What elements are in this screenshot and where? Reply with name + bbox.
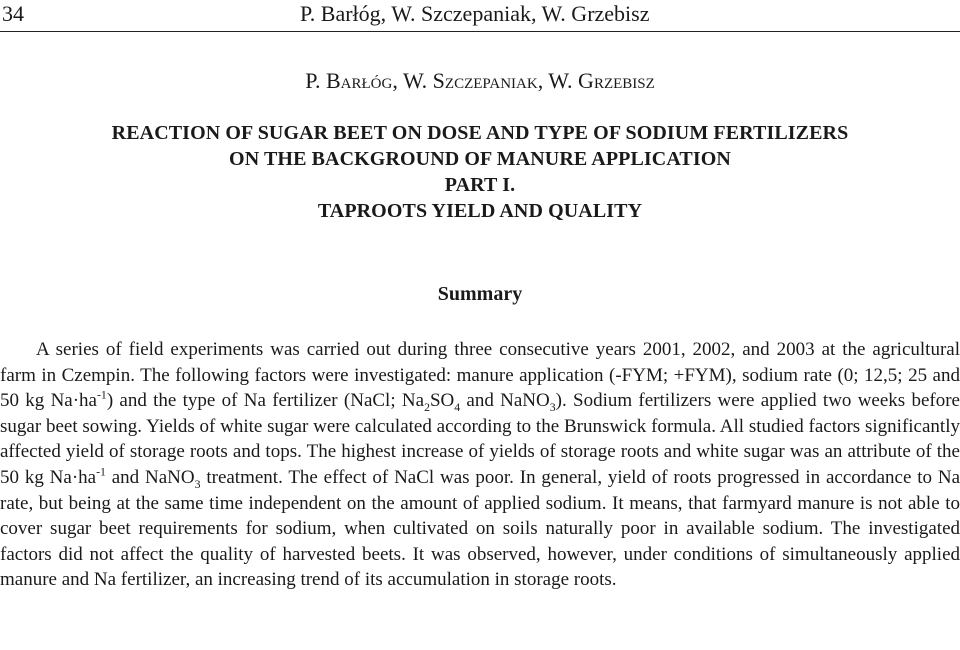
title-line-2: ON THE BACKGROUND OF MANURE APPLICATION <box>229 148 731 170</box>
subscript: 3 <box>194 477 201 491</box>
subscript: 2 <box>424 400 430 414</box>
summary-text-1: A series of field experiments was carried out during three consecutive years 2001, 2002, and 2003 at the agricultural farm in Czempin. The following factors were investigated: manure application (-FYM; +FYM), sodium rate (0; 12,5; 25 and 50 kg Na·ha <box>0 339 960 412</box>
summary-text-5: ). Sodium fertilizers were applied two weeks before sugar beet sowing. Yields of white sugar were calculated according to the Brunswick formula. All studied factors significantly affected yield of storage roots and tops. The highest increase of yields of storage roots and white sugar was an attribute of the 50 kg Na·ha <box>0 390 960 488</box>
title-line-3: PART I. <box>444 174 516 196</box>
title-line-1: REACTION OF SUGAR BEET ON DOSE AND TYPE OF SODIUM FERTILIZERS <box>111 122 849 144</box>
subscript: 3 <box>549 400 556 414</box>
summary-heading: Summary <box>437 283 523 305</box>
page-number: 34 <box>2 1 24 26</box>
unit-exponent: -1 <box>96 465 106 479</box>
summary-paragraph <box>0 337 960 593</box>
summary-text-7: treatment. The effect of NaCl was poor. In general, yield of roots progressed in accordance to Na rate, but being at the same time independent on the amount of applied sodium. It means, that farmyard manure is not able to cover sugar beet requirements for sodium, when cultivated on soils naturally poor in available sodium. The investigated factors did not affect the quality of harvested beets. It was observed, however, under conditions of simultaneously applied manure and Na fertilizer, an increasing trend of its accumulation in storage roots. <box>0 466 960 591</box>
running-head <box>0 0 960 32</box>
summary-text-4: and NaNO <box>460 390 550 412</box>
unit-exponent: -1 <box>97 388 107 402</box>
article-authors: P. Barłóg, W. Szczepaniak, W. Grzebisz <box>305 68 655 93</box>
title-line-4: TAPROOTS YIELD AND QUALITY <box>317 200 643 222</box>
summary-text-2: ) and the type of Na fertilizer (NaCl; Na <box>106 390 425 412</box>
summary-text-3: SO <box>429 390 455 412</box>
subscript: 4 <box>454 400 461 414</box>
running-head-authors: P. Barłóg, W. Szczepaniak, W. Grzebisz <box>300 1 650 26</box>
article-title <box>0 120 960 224</box>
summary-text-6: and NaNO <box>105 466 195 488</box>
